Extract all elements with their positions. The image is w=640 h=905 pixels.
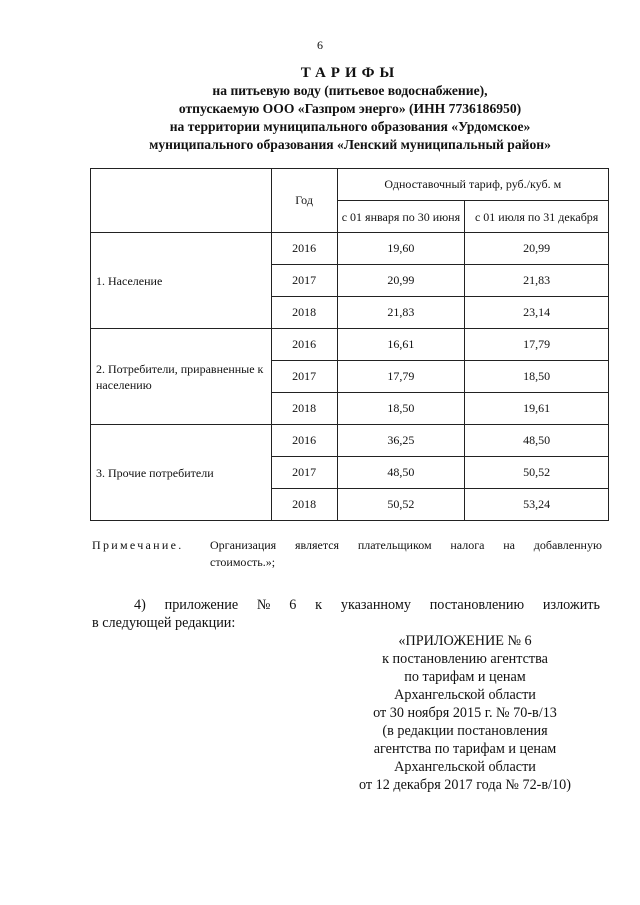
- appendix-line: от 30 ноября 2015 г. № 70-в/13: [373, 705, 557, 721]
- year-cell: 2016: [271, 233, 337, 265]
- tariff-cell: 16,61: [337, 329, 465, 361]
- tariff-cell: 18,50: [465, 361, 609, 393]
- table-note: [92, 537, 602, 571]
- heading-title: ТАРИФЫ: [300, 65, 400, 81]
- tariff-cell: 20,99: [465, 233, 609, 265]
- category-cell: 3. Прочие потребители: [91, 425, 272, 521]
- item-word: указанному: [340, 597, 411, 613]
- tariff-cell: 21,83: [465, 265, 609, 297]
- appendix-line: (в редакции постановления: [382, 723, 548, 739]
- item-word: к: [315, 597, 323, 613]
- appendix-line: по тарифам и ценам: [404, 669, 526, 685]
- note-word: на: [503, 538, 515, 552]
- category-cell: 2. Потребители, приравненные к населению: [91, 329, 272, 425]
- appendix-line: агентства по тарифам и ценам: [373, 741, 557, 757]
- page-number: 6: [317, 38, 323, 52]
- note-word: добавленную: [533, 538, 602, 552]
- tariff-cell: 48,50: [465, 425, 609, 457]
- item-word: изложить: [542, 597, 600, 613]
- appendix-line: к постановлению агентства: [382, 651, 548, 667]
- tariff-cell: 19,61: [465, 393, 609, 425]
- appendix-line: Архангельской области: [394, 759, 536, 775]
- header-tariff: Одноставочный тариф, руб./куб. м: [337, 169, 608, 201]
- tariff-cell: 50,52: [465, 457, 609, 489]
- year-cell: 2018: [271, 489, 337, 521]
- year-cell: 2016: [271, 425, 337, 457]
- tariff-cell: 17,79: [465, 329, 609, 361]
- tariff-cell: 20,99: [337, 265, 465, 297]
- note-word: Организация: [210, 538, 277, 552]
- item-continuation: в следующей редакции:: [92, 615, 236, 631]
- note-label: Примечание.: [92, 538, 184, 552]
- heading-line: муниципального образования «Ленский муниципальный район»: [149, 137, 551, 152]
- note-word: является: [294, 538, 340, 552]
- year-cell: 2018: [271, 393, 337, 425]
- amendment-item: [92, 596, 600, 632]
- heading-line: на питьевую воду (питьевое водоснабжение),: [212, 83, 488, 98]
- year-cell: 2017: [271, 361, 337, 393]
- heading-line: на территории муниципального образования «Урдомское»: [169, 119, 531, 134]
- note-word: налога: [450, 538, 485, 552]
- heading-line: отпускаемую ООО «Газпром энерго» (ИНН 7736186950): [178, 101, 522, 116]
- appendix-line: Архангельской области: [394, 687, 536, 703]
- note-word: плательщиком: [357, 538, 432, 552]
- year-cell: 2017: [271, 265, 337, 297]
- document-heading: [60, 64, 640, 154]
- item-word: 6: [289, 597, 297, 613]
- appendix-line: от 12 декабря 2017 года № 72-в/10): [359, 777, 571, 793]
- year-cell: 2017: [271, 457, 337, 489]
- header-period-2: с 01 июля по 31 декабря: [465, 201, 609, 233]
- category-cell: 1. Население: [91, 233, 272, 329]
- tariff-cell: 50,52: [337, 489, 465, 521]
- tariff-cell: 18,50: [337, 393, 465, 425]
- item-word: №: [256, 597, 271, 613]
- note-continuation: стоимость.»;: [210, 555, 276, 569]
- header-year: Год: [271, 169, 337, 233]
- tariff-cell: 19,60: [337, 233, 465, 265]
- year-cell: 2018: [271, 297, 337, 329]
- header-category-cell: [91, 169, 272, 233]
- tariff-cell: 17,79: [337, 361, 465, 393]
- tariff-cell: 53,24: [465, 489, 609, 521]
- item-word: приложение: [164, 597, 239, 613]
- tariff-cell: 36,25: [337, 425, 465, 457]
- tariff-cell: 23,14: [465, 297, 609, 329]
- header-period-1: с 01 января по 30 июня: [337, 201, 465, 233]
- tariff-cell: 21,83: [337, 297, 465, 329]
- appendix-heading: [330, 632, 600, 794]
- year-cell: 2016: [271, 329, 337, 361]
- item-word: постановлению: [429, 597, 525, 613]
- tariff-cell: 48,50: [337, 457, 465, 489]
- tariff-table: [90, 168, 609, 521]
- item-word: 4): [134, 597, 146, 613]
- appendix-line: «ПРИЛОЖЕНИЕ № 6: [398, 633, 532, 649]
